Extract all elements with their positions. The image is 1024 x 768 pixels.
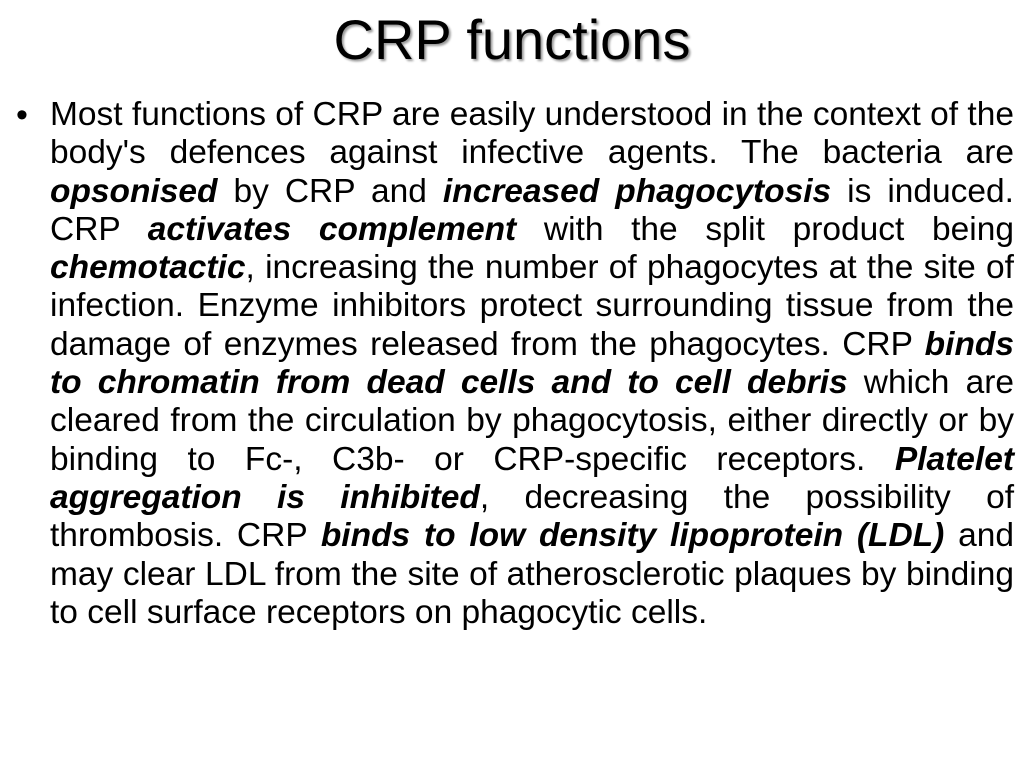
slide-title: CRP functions bbox=[333, 8, 691, 71]
emphasis-platelet-aggregation: Platelet aggregation is inhibited bbox=[50, 440, 1014, 516]
emphasis-increased-phagocytosis: increased phagocytosis bbox=[442, 172, 832, 210]
text-segment: and may clear LDL from the site of atherosclerotic plaques by binding to cell surface receptors on phagocytic cells. bbox=[50, 517, 1015, 631]
text-segment: with the split product being bbox=[516, 210, 1014, 248]
text-segment: which are cleared from the circulation by phagocytosis, either directly or by binding to Fc-, C3b- or CRP-specific receptors. bbox=[50, 364, 1014, 478]
text-segment: by CRP and bbox=[217, 172, 443, 210]
emphasis-activates-complement: activates complement bbox=[147, 210, 517, 248]
emphasis-binds-ldl: binds to low density lipoprotein (LDL) bbox=[320, 517, 945, 555]
bullet-marker: • bbox=[16, 96, 28, 134]
text-segment: is induced. CRP bbox=[50, 172, 1014, 248]
text-segment: , decreasing the possibility of thrombosis. CRP bbox=[50, 478, 1015, 555]
bullet-paragraph bbox=[50, 96, 1014, 632]
emphasis-chemotactic: chemotactic bbox=[50, 249, 246, 287]
text-segment: , increasing the number of phagocytes at the site of infection. Enzyme inhibitors protect surrounding tissue from the damage of enzymes released from the phagocytes. CRP bbox=[50, 249, 1014, 363]
text-segment: Most functions of CRP are easily understood in the context of the body's defences against infective agents. The bacteria are bbox=[50, 96, 1014, 172]
emphasis-binds-chromatin: binds to chromatin from dead cells and to cell debris bbox=[50, 325, 1014, 402]
emphasis-opsonised: opsonised bbox=[50, 172, 218, 210]
